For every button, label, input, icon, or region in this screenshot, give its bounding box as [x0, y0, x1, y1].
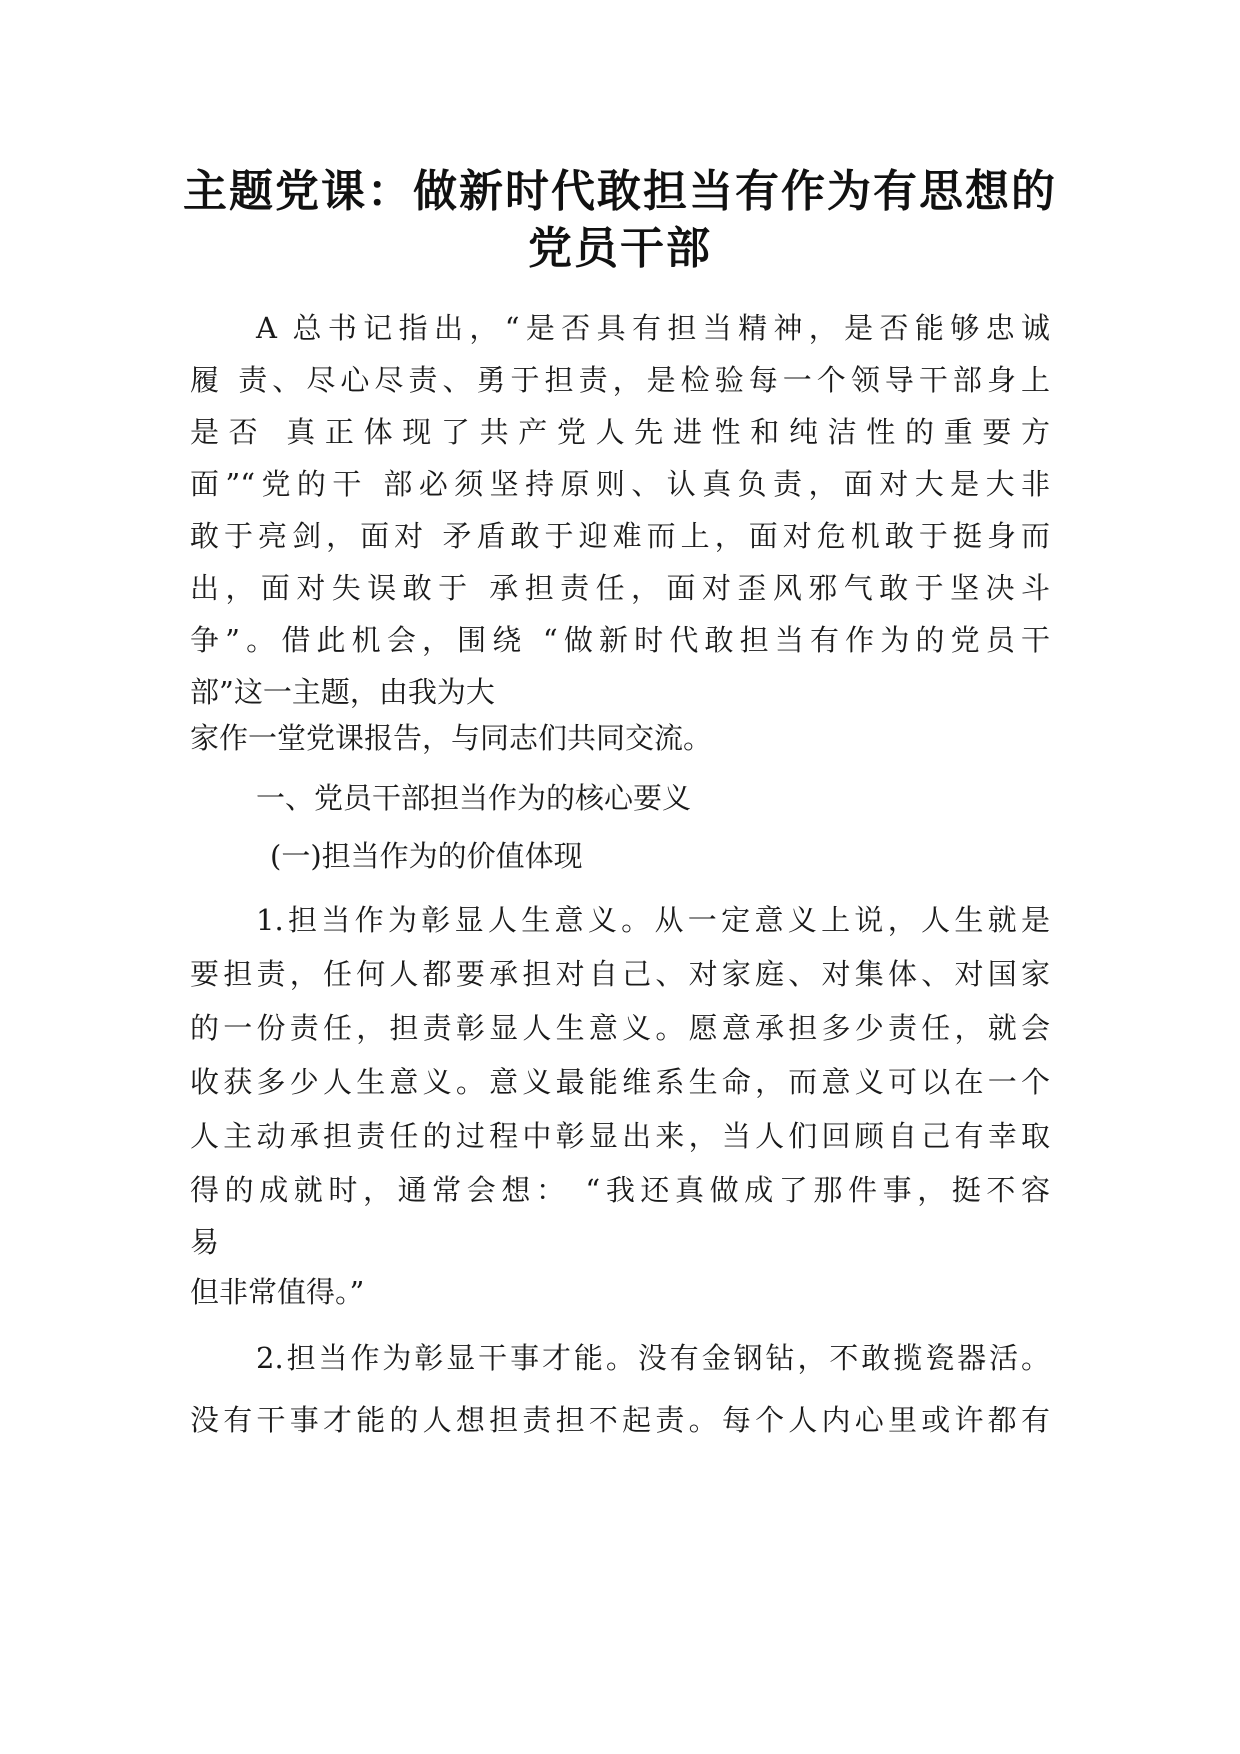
paragraph-line: 敢于亮剑，面对 矛盾敢于迎难而上，面对危机敢于挺身而 — [190, 519, 1050, 553]
paragraph-line: 易 — [190, 1225, 220, 1259]
paragraph-line: 履 责、尽心尽责、勇于担责，是检验每一个领导干部身上 — [190, 363, 1050, 397]
paragraph-line: 没有干事才能的人想担责担不起责。每个人内心里或许都有 — [190, 1403, 1050, 1437]
paragraph-line: 面”“党的干 部必须坚持原则、认真负责，面对大是大非 — [190, 467, 1050, 501]
paragraph-line: 但非常值得。” — [190, 1275, 365, 1309]
paragraph-line: 家作一堂党课报告，与同志们共同交流。 — [190, 721, 713, 755]
subsection-heading: (一)担当作为的价值体现 — [270, 839, 583, 873]
paragraph-line: 要担责，任何人都要承担对自己、对家庭、对集体、对国家 — [190, 957, 1050, 991]
paragraph-line: 部”这一主题，由我为大 — [190, 675, 495, 709]
paragraph-line: 争”。借此机会，围绕 “做新时代敢担当有作为的党员干 — [190, 623, 1050, 657]
paragraph-line: 出，面对失误敢于 承担责任，面对歪风邪气敢于坚决斗 — [190, 571, 1050, 605]
section-heading: 一、党员干部担当作为的核心要义 — [256, 781, 692, 815]
document-title-line-2: 党员干部 — [528, 223, 712, 274]
paragraph-line: A 总书记指出，“是否具有担当精神，是否能够忠诚 — [256, 311, 1050, 345]
paragraph-line: 是否 真正体现了共产党人先进性和纯洁性的重要方 — [190, 415, 1050, 449]
paragraph-line: 的一份责任，担责彰显人生意义。愿意承担多少责任，就会 — [190, 1011, 1050, 1045]
paragraph-line: 得的成就时，通常会想： “我还真做成了那件事，挺不容 — [190, 1173, 1050, 1207]
paragraph-line: 1.担当作为彰显人生意义。从一定意义上说，人生就是 — [256, 903, 1050, 937]
paragraph-line: 收获多少人生意义。意义最能维系生命，而意义可以在一个 — [190, 1065, 1050, 1099]
paragraph-line: 2.担当作为彰显干事才能。没有金钢钻，不敢揽瓷器活。 — [256, 1341, 1050, 1375]
paragraph-line: 人主动承担责任的过程中彰显出来，当人们回顾自己有幸取 — [190, 1119, 1050, 1153]
document-title-line-1: 主题党课：做新时代敢担当有作为有思想的 — [183, 166, 1057, 217]
